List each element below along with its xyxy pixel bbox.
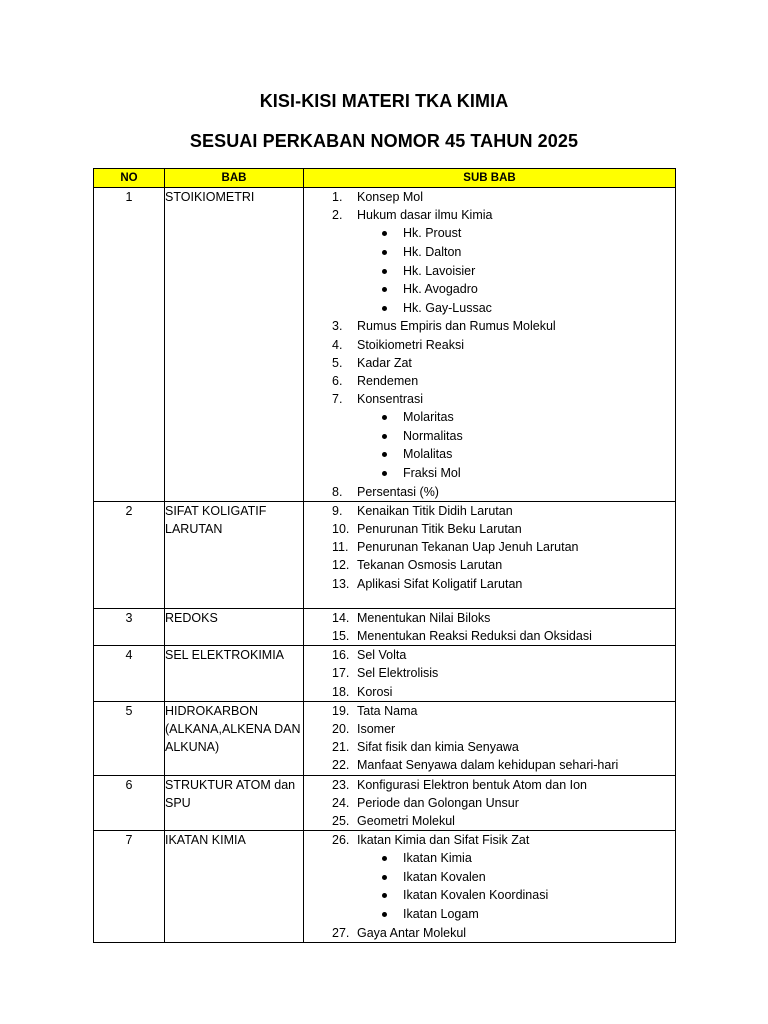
item-number: 8. — [332, 484, 343, 499]
item-number: 17. — [332, 666, 350, 681]
sub-chapter-item — [304, 794, 675, 812]
sub-chapter-item — [304, 627, 675, 645]
item-text: Konsep Mol — [357, 190, 424, 204]
sub-chapter-item — [304, 520, 675, 538]
bullet-icon — [382, 231, 387, 236]
chapter-name: REDOKS — [165, 608, 304, 645]
item-number: 6. — [332, 373, 343, 388]
sub-topic-bullet-item — [304, 445, 675, 464]
sub-chapter-item — [304, 556, 675, 574]
sub-chapter-item — [304, 924, 675, 942]
item-number: 14. — [332, 610, 350, 625]
item-number: 15. — [332, 629, 350, 644]
table-row — [94, 646, 676, 702]
bullet-icon — [382, 415, 387, 420]
item-text: Penurunan Titik Beku Larutan — [357, 522, 522, 537]
item-text: Menentukan Nilai Biloks — [357, 610, 491, 625]
bullet-icon — [382, 269, 387, 274]
sub-chapter-cell — [304, 701, 676, 775]
chapter-name: SIFAT KOLIGATIF LARUTAN — [165, 501, 304, 608]
item-number: 16. — [332, 648, 350, 663]
table-header-row — [94, 169, 676, 188]
item-number: 23. — [332, 777, 350, 792]
bullet-icon — [382, 471, 387, 476]
item-text: Ikatan Kovalen — [403, 869, 486, 884]
item-number: 13. — [332, 576, 350, 591]
sub-chapter-item — [304, 664, 675, 682]
item-number: 11. — [332, 540, 349, 555]
row-number: 4 — [94, 646, 165, 702]
sub-topic-bullet-item — [304, 224, 675, 243]
sub-chapter-item — [304, 776, 675, 794]
item-text: Hk. Lavoisier — [403, 263, 476, 278]
table-row — [94, 608, 676, 645]
item-number: 19. — [332, 703, 350, 718]
row-number: 7 — [94, 831, 165, 943]
row-number: 2 — [94, 501, 165, 608]
item-text: Fraksi Mol — [403, 466, 461, 481]
document-subtitle: SESUAI PERKABAN NOMOR 45 TAHUN 2025 — [189, 131, 579, 151]
sub-chapter-item — [304, 720, 675, 738]
sub-chapter-cell — [304, 831, 676, 943]
sub-chapter-cell — [304, 608, 676, 645]
row-number: 3 — [94, 608, 165, 645]
item-text: Molaritas — [403, 410, 454, 425]
header-sub-bab: SUB BAB — [304, 169, 676, 188]
item-text: Ikatan Kovalen Koordinasi — [403, 888, 549, 903]
item-text: Normalitas — [403, 428, 463, 443]
bullet-icon — [382, 452, 387, 457]
item-number: 4. — [332, 337, 343, 352]
sub-chapter-cell — [304, 646, 676, 702]
table-row — [94, 701, 676, 775]
document-title: KISI-KISI MATERI TKA KIMIA — [259, 91, 509, 111]
sub-chapter-item — [304, 702, 675, 720]
table-row — [94, 188, 676, 502]
row-number: 1 — [94, 188, 165, 502]
item-number: 25. — [332, 813, 350, 828]
sub-chapter-list — [304, 702, 675, 775]
item-text: Ikatan Kimia — [403, 851, 472, 866]
sub-chapter-item — [304, 831, 675, 849]
sub-topic-bullet-item — [304, 262, 675, 281]
bullet-icon — [382, 856, 387, 861]
sub-topic-bullet-item — [304, 868, 675, 887]
item-text: Hk. Avogadro — [403, 282, 478, 297]
sub-chapter-list — [304, 609, 675, 645]
item-text: Kadar Zat — [357, 355, 412, 370]
header-no: NO — [94, 169, 165, 188]
table-body — [94, 188, 676, 943]
item-text: Sel Elektrolisis — [357, 666, 439, 681]
item-text: Konfigurasi Elektron bentuk Atom dan Ion — [357, 777, 588, 792]
sub-chapter-cell — [304, 501, 676, 608]
sub-chapter-item — [304, 646, 675, 664]
table-row — [94, 775, 676, 831]
material-table — [93, 168, 676, 943]
item-number: 24. — [332, 795, 350, 810]
item-text: Ikatan Logam — [403, 907, 479, 922]
item-text: Hk. Dalton — [403, 244, 462, 259]
sub-chapter-item — [304, 756, 675, 774]
item-text: Stoikiometri Reaksi — [357, 337, 464, 352]
item-number: 18. — [332, 684, 350, 699]
row-number: 5 — [94, 701, 165, 775]
sub-chapter-list — [304, 646, 675, 701]
sub-chapter-item — [304, 372, 675, 390]
item-text: Hk. Proust — [403, 226, 462, 241]
table-row — [94, 501, 676, 608]
sub-topic-bullet-item — [304, 280, 675, 299]
chapter-name: SEL ELEKTROKIMIA — [165, 646, 304, 702]
bullet-icon — [382, 893, 387, 898]
item-text: Geometri Molekul — [357, 813, 455, 828]
sub-chapter-cell — [304, 775, 676, 831]
sub-topic-bullet-item — [304, 905, 675, 924]
sub-topic-bullet-item — [304, 464, 675, 483]
sub-topic-bullet-item — [304, 408, 675, 427]
sub-topic-bullet-item — [304, 243, 675, 262]
item-number: 3. — [332, 319, 343, 334]
item-text: Periode dan Golongan Unsur — [357, 795, 519, 810]
item-text: Menentukan Reaksi Reduksi dan Oksidasi — [357, 629, 592, 644]
sub-chapter-item — [304, 738, 675, 756]
bullet-icon — [382, 875, 387, 880]
item-number: 1. — [332, 190, 343, 204]
sub-chapter-item — [304, 812, 675, 830]
sub-chapter-list — [304, 502, 675, 593]
item-text: Molalitas — [403, 447, 453, 462]
sub-chapter-item — [304, 575, 675, 593]
item-text: Rendemen — [357, 373, 419, 388]
item-text: Gaya Antar Molekul — [357, 925, 467, 940]
sub-chapter-item — [304, 502, 675, 520]
item-text: Tekanan Osmosis Larutan — [357, 558, 503, 573]
chapter-name: STOIKIOMETRI — [165, 188, 304, 502]
row-number: 6 — [94, 775, 165, 831]
item-number: 7. — [332, 392, 343, 407]
sub-chapter-item — [304, 317, 675, 335]
sub-chapter-item — [304, 483, 675, 501]
item-number: 5. — [332, 355, 343, 370]
sub-chapter-list — [304, 831, 675, 942]
item-number: 22. — [332, 758, 350, 773]
item-text: Rumus Empiris dan Rumus Molekul — [357, 319, 556, 334]
item-text: Sifat fisik dan kimia Senyawa — [357, 740, 519, 755]
item-number: 27. — [332, 925, 350, 940]
sub-topic-bullet-item — [304, 299, 675, 318]
item-text: Manfaat Senyawa dalam kehidupan sehari-hari — [357, 758, 619, 773]
item-text: Penurunan Tekanan Uap Jenuh Larutan — [357, 540, 579, 555]
sub-chapter-item — [304, 390, 675, 408]
table-row — [94, 831, 676, 943]
sub-chapter-cell — [304, 188, 676, 502]
item-number: 2. — [332, 208, 343, 223]
header-bab: BAB — [165, 169, 304, 188]
chapter-name: IKATAN KIMIA — [165, 831, 304, 943]
sub-chapter-item — [304, 336, 675, 354]
item-number: 10. — [332, 522, 350, 537]
item-text: Kenaikan Titik Didih Larutan — [357, 503, 513, 518]
sub-chapter-item — [304, 188, 675, 206]
item-number: 26. — [332, 833, 350, 848]
sub-chapter-list — [304, 188, 675, 501]
bullet-icon — [382, 250, 387, 255]
item-text: Tata Nama — [357, 703, 418, 718]
sub-topic-bullet-item — [304, 849, 675, 868]
item-text: Persentasi (%) — [357, 484, 439, 499]
item-text: Hk. Gay-Lussac — [403, 300, 492, 315]
item-text: Sel Volta — [357, 648, 407, 663]
item-text: Aplikasi Sifat Koligatif Larutan — [357, 576, 523, 591]
sub-chapter-item — [304, 538, 675, 556]
sub-topic-bullet-item — [304, 886, 675, 905]
item-number: 12. — [332, 558, 350, 573]
bullet-icon — [382, 306, 387, 311]
bullet-icon — [382, 287, 387, 292]
sub-chapter-item — [304, 609, 675, 627]
item-text: Isomer — [357, 721, 396, 736]
sub-topic-bullet-item — [304, 427, 675, 446]
bullet-icon — [382, 912, 387, 917]
chapter-name: STRUKTUR ATOM dan SPU — [165, 775, 304, 831]
chapter-name: HIDROKARBON (ALKANA,ALKENA DAN ALKUNA) — [165, 701, 304, 775]
item-number: 21. — [332, 740, 350, 755]
sub-chapter-item — [304, 206, 675, 224]
item-text: Ikatan Kimia dan Sifat Fisik Zat — [357, 833, 530, 848]
sub-chapter-item — [304, 683, 675, 701]
bullet-icon — [382, 434, 387, 439]
sub-chapter-item — [304, 354, 675, 372]
item-text: Konsentrasi — [357, 392, 424, 407]
item-text: Hukum dasar ilmu Kimia — [357, 208, 493, 223]
sub-chapter-list — [304, 776, 675, 831]
item-number: 9. — [332, 503, 343, 518]
item-text: Korosi — [357, 684, 393, 699]
item-number: 20. — [332, 721, 350, 736]
